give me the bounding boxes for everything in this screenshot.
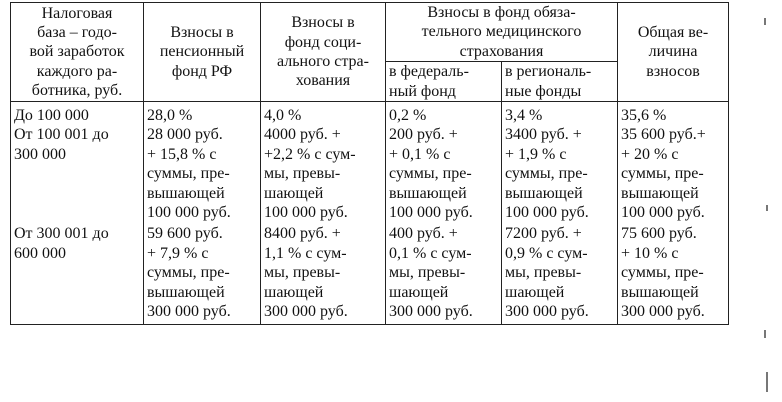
cell-line: шающей [264,184,324,202]
cell-line: 300 000 [14,145,66,163]
cell-line: + 15,8 % с [147,145,217,163]
header-medical-federal [386,62,502,102]
cell-pension [144,224,261,324]
header-social-fund [261,3,386,102]
cell-line: 1,1 % с сум- [264,244,347,262]
header-tax-base-line: вой заработок [29,43,125,61]
cell-line: суммы, пре- [389,165,472,183]
cell-line: 100 000 руб. [264,204,348,222]
cell-line: 0,2 % [389,107,427,125]
header-social-line: хования [295,72,351,90]
cell-line: суммы, пре- [621,165,704,183]
cell-line: + 0,1 % с [389,145,451,163]
cell-line: 100 000 руб. [389,204,473,222]
cell-line: 300 000 руб. [264,303,348,321]
cell-line: 8400 руб. + [264,225,341,243]
header-social-line: ального стра- [277,53,369,71]
tax-rates-table [10,2,729,325]
margin-mark [764,330,766,338]
margin-mark [764,18,766,25]
header-total-line: личина [648,43,698,61]
cell-total [618,224,729,324]
table-row [11,102,729,225]
cell-line: вышающей [505,184,583,202]
cell-line: суммы, пре- [147,165,230,183]
cell-total [618,102,729,225]
header-pension-fund [144,3,261,102]
header-pension-line: Взносы в [170,23,234,41]
cell-line: вышающей [147,283,225,301]
cell-line: мы, превы- [264,165,341,183]
cell-line: 400 руб. + [389,225,458,243]
cell-line: + 1,9 % с [505,145,567,163]
header-federal-line: ный фонд [389,82,456,100]
cell-line: 28,0 % [147,107,193,125]
cell-social [261,224,386,324]
header-total-line: Общая ве- [637,23,709,41]
cell-line: мы, превы- [389,264,466,282]
cell-line: 300 000 руб. [147,303,231,321]
cell-line: мы, превы- [505,264,582,282]
margin-mark [766,205,768,211]
cell-line: 100 000 руб. [621,204,705,222]
cell-line: 4,0 % [264,107,302,125]
cell-line: 300 000 руб. [389,303,473,321]
cell-line: мы, превы- [264,264,341,282]
cell-line: От 300 001 до [14,225,109,243]
cell-social [261,102,386,225]
cell-line: +2,2 % с сум- [264,145,356,163]
cell-line: 75 600 руб. [621,225,697,243]
cell-line: 100 000 руб. [505,204,589,222]
cell-line: вышающей [621,184,699,202]
cell-line: шающей [264,283,324,301]
cell-line: От 100 001 до [14,126,109,144]
cell-line: 59 600 руб. [147,225,223,243]
header-tax-base-line: каждого ра- [36,62,118,80]
header-total [618,3,729,102]
header-social-line: Взносы в [291,14,355,32]
header-regional-line: ные фонды [505,82,582,100]
cell-line: 0,1 % с сум- [389,244,472,262]
header-tax-base [11,3,144,102]
cell-line: вышающей [389,184,467,202]
cell-medical-regional [502,102,618,225]
header-social-line: фонд соци- [284,33,362,51]
cell-medical-regional [502,224,618,324]
cell-line: До 100 000 [14,107,89,125]
cell-line: 600 000 [14,244,66,262]
header-medical-line: тельного медицинского [421,23,582,41]
header-total-line: взносов [646,62,700,80]
header-federal-line: в федераль- [389,63,469,81]
cell-line: вышающей [147,184,225,202]
header-tax-base-line: база – годо- [37,23,117,41]
cell-line: 200 руб. + [389,126,458,144]
header-medical-line: Взносы в фонд обяза- [427,4,576,21]
header-pension-line: фонд РФ [171,62,233,80]
cell-line: 300 000 руб. [621,303,705,321]
cell-line: суммы, пре- [621,264,704,282]
cell-line: суммы, пре- [505,165,588,183]
cell-line: 0,9 % с сум- [505,244,588,262]
table-row [11,224,729,324]
cell-line: вышающей [621,283,699,301]
cell-tax-base [11,224,144,324]
page-margin-marks [758,0,778,402]
cell-line: 3400 руб. + [505,126,582,144]
cell-line: шающей [389,283,449,301]
cell-line: 28 000 руб. [147,126,223,144]
cell-line: + 10 % с [621,244,679,262]
cell-line: 4000 руб. + [264,126,341,144]
header-regional-line: в региональ- [505,63,592,81]
cell-tax-base [11,102,144,225]
cell-line: 100 000 руб. [147,204,231,222]
cell-line: 300 000 руб. [505,303,589,321]
margin-mark [766,372,768,392]
cell-line: + 7,9 % с [147,244,209,262]
cell-line: + 20 % с [621,145,679,163]
header-medical-group [386,3,618,62]
cell-line: шающей [505,283,565,301]
cell-medical-federal [386,224,502,324]
cell-line: 3,4 % [505,107,543,125]
cell-line: 7200 руб. + [505,225,582,243]
cell-medical-federal [386,102,502,225]
header-medical-regional [502,62,618,102]
header-tax-base-line: ботника, руб. [31,82,123,100]
header-medical-line: страхования [459,42,544,60]
cell-line: суммы, пре- [147,264,230,282]
header-tax-base-line: Налоговая [41,4,113,22]
cell-line: 35,6 % [621,107,667,125]
cell-pension [144,102,261,225]
cell-line: 35 600 руб.+ [621,126,706,144]
header-pension-line: пенсионный [159,43,245,61]
